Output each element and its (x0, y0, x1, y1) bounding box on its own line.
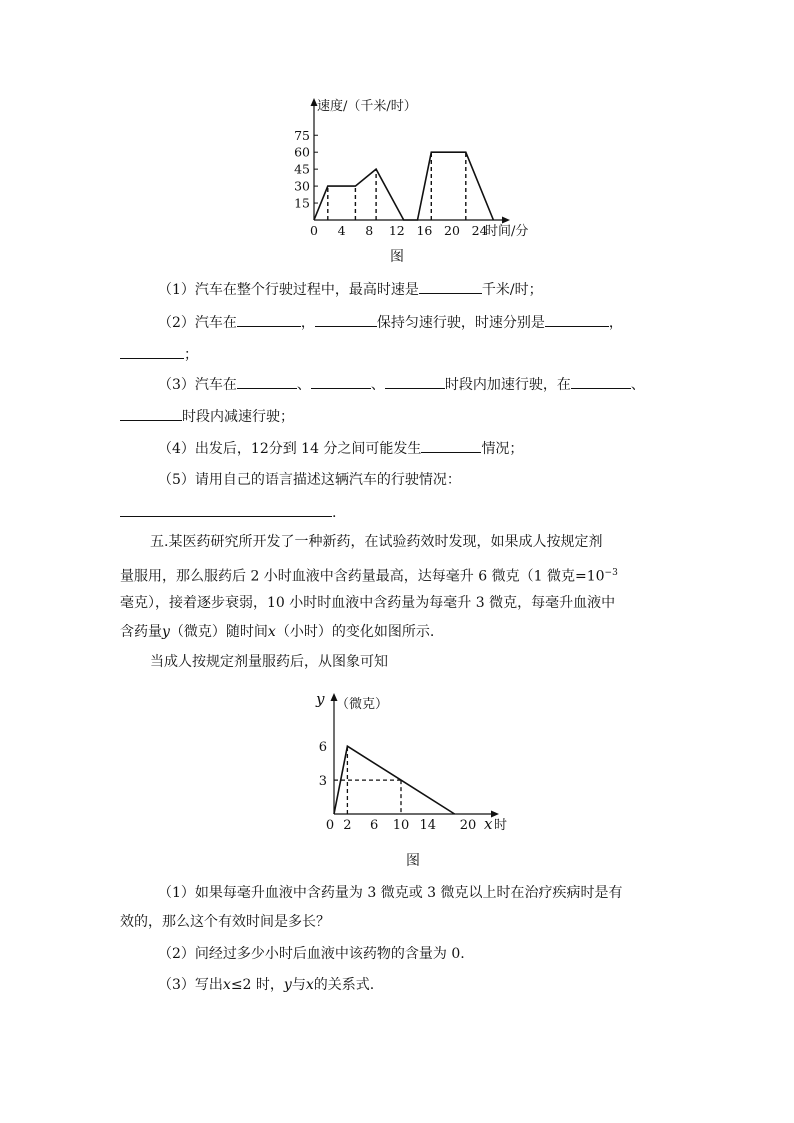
q5-item-2-text: （2）问经过多少小时后血液中该药物的含量为 0. (158, 946, 465, 962)
q5-item-1-text-a: （1）如果每毫升血液中含药量为 3 微克或 3 微克以上时在治疗疾病时是有 (158, 885, 623, 901)
x-tick-label: 6 (370, 818, 379, 833)
q5-item-1-text-b: 效的，那么这个有效时间是多长？ (120, 914, 330, 930)
x-axis-label: 时间/分 (485, 224, 529, 239)
drug-concentration-chart (308, 686, 518, 838)
x-axis-unit: 时 (494, 818, 508, 833)
x-tick-label: 2 (343, 818, 352, 833)
q4-item-4-text-b: 情况； (481, 441, 524, 457)
q4-item-5-text: （5）请用自己的语言描述这辆汽车的行驶情况： (158, 472, 461, 488)
speed-time-chart (290, 92, 550, 242)
answer-blank[interactable] (385, 374, 445, 389)
y-tick-label: 75 (294, 127, 310, 143)
q4-item-2-text-a: （2）汽车在 (158, 315, 237, 331)
x-tick-label: 0 (325, 818, 335, 833)
q4-item-5-answer (120, 502, 336, 523)
q4-item-3-text-c: 、 (370, 377, 385, 393)
q4-item-2-text-c: 保持匀速行驶，时速分别是 (376, 315, 545, 331)
answer-blank[interactable] (237, 312, 301, 327)
q4-item-3-text-b: 、 (296, 377, 311, 393)
q4-item-2-text-d: ， (608, 315, 623, 331)
x-tick-label: 10 (392, 818, 410, 833)
var-x: x (267, 624, 276, 640)
y-tick-label: 3 (318, 774, 327, 790)
q5-stem-text-4b: （微克）随时间 (169, 624, 268, 640)
q5-stem-line-1 (150, 532, 602, 552)
q4-item-2-text-e: ； (184, 347, 198, 363)
x-tick-label: 12 (388, 223, 405, 238)
figure-caption-1: 图 (390, 249, 404, 265)
x-axis-variable: x (484, 815, 493, 833)
q5-stem-line-5 (150, 652, 388, 672)
x-tick-label: 16 (416, 223, 433, 238)
x-tick-label: 20 (444, 223, 460, 238)
q4-item-5-end: . (332, 505, 337, 521)
answer-blank[interactable] (419, 279, 482, 294)
answer-blank[interactable] (120, 502, 332, 517)
q4-item-3-text-e: 、 (630, 377, 645, 393)
concentration-series-line (334, 746, 455, 814)
q4-item-1 (158, 279, 543, 300)
var-x: x (222, 977, 231, 993)
var-y: y (283, 977, 292, 993)
y-tick-label: 15 (294, 195, 310, 211)
q4-item-2-cont (120, 344, 198, 365)
answer-blank[interactable] (545, 312, 609, 327)
q4-item-5 (158, 470, 461, 490)
x-axis-arrow (502, 217, 510, 224)
q5-item-2 (158, 944, 465, 964)
q5-stem-text-5: 当成人按规定剂量服药后，从图象可知 (150, 654, 388, 670)
q5-item-3-text-b: ≤2 时， (230, 977, 284, 993)
var-y: y (162, 624, 170, 640)
answer-blank[interactable] (571, 374, 631, 389)
q4-item-1-text-b: 千米/时； (481, 282, 543, 298)
x-tick-label: 20 (459, 818, 477, 833)
q4-item-3-cont (120, 406, 294, 427)
q5-item-3-text-a: （3）写出 (158, 977, 223, 993)
answer-blank[interactable] (120, 344, 184, 359)
x-tick-label: 14 (419, 818, 437, 833)
q5-stem-text-4c: （小时）的变化如图所示. (275, 624, 435, 640)
var-x: x (305, 977, 314, 993)
q4-item-3-text-d: 时段内加速行驶，在 (444, 377, 571, 393)
q5-item-3-text-c: 与 (291, 977, 306, 993)
answer-blank[interactable] (120, 406, 182, 421)
q4-item-3-text-a: （3）汽车在 (158, 377, 237, 393)
x-tick-label: 8 (365, 223, 374, 238)
answer-blank[interactable] (311, 374, 371, 389)
figure-caption-2: 图 (406, 853, 420, 869)
y-tick-label: 30 (294, 178, 310, 194)
q4-item-1-text-a: （1）汽车在整个行驶过程中，最高时速是 (158, 282, 419, 298)
y-tick-label: 6 (318, 740, 327, 756)
q4-item-2-text-b: ， (300, 315, 315, 331)
q5-item-1 (158, 883, 623, 903)
q4-item-3 (158, 374, 645, 395)
x-tick-label: 0 (310, 223, 318, 238)
x-tick-label: 4 (337, 223, 346, 238)
q5-stem-line-4 (120, 622, 434, 642)
y-axis-label: 速度/（千米/时） (317, 99, 417, 114)
x-tick-label: 24 (471, 223, 488, 238)
answer-blank[interactable] (421, 438, 481, 453)
y-axis-label: （微克） (336, 697, 389, 712)
q5-stem-text-3: 毫克），接着逐步衰弱，10 小时时血液中含药量为每毫升 3 微克，每毫升血液中 (120, 595, 616, 611)
y-tick-label: 45 (294, 161, 310, 177)
q5-item-1-cont (120, 912, 330, 932)
q5-stem-text-4a: 含药量 (120, 624, 162, 640)
y-tick-label: 60 (294, 144, 310, 160)
q5-exponent: −3 (604, 568, 618, 578)
q4-item-4-text-a: （4）出发后，12分到 14 分之间可能发生 (158, 441, 422, 457)
q4-item-2 (158, 312, 623, 333)
q4-item-4 (158, 438, 523, 459)
q5-stem-text-2: 量服用，那么服药后 2 小时血液中含药量最高，达每毫升 6 微克（1 微克=10 (120, 568, 605, 585)
y-axis-variable: y (316, 690, 325, 708)
q5-item-3-text-d: 的关系式. (313, 977, 375, 993)
q5-item-3 (158, 975, 374, 995)
answer-blank[interactable] (237, 374, 297, 389)
q4-item-3-text-f: 时段内减速行驶； (182, 409, 294, 425)
q5-stem-line-2 (120, 563, 618, 587)
q5-stem-text-1: 五.某医药研究所开发了一种新药，在试验药效时发现，如果成人按规定剂 (150, 534, 603, 550)
q5-stem-line-3 (120, 593, 615, 613)
answer-blank[interactable] (315, 312, 377, 327)
